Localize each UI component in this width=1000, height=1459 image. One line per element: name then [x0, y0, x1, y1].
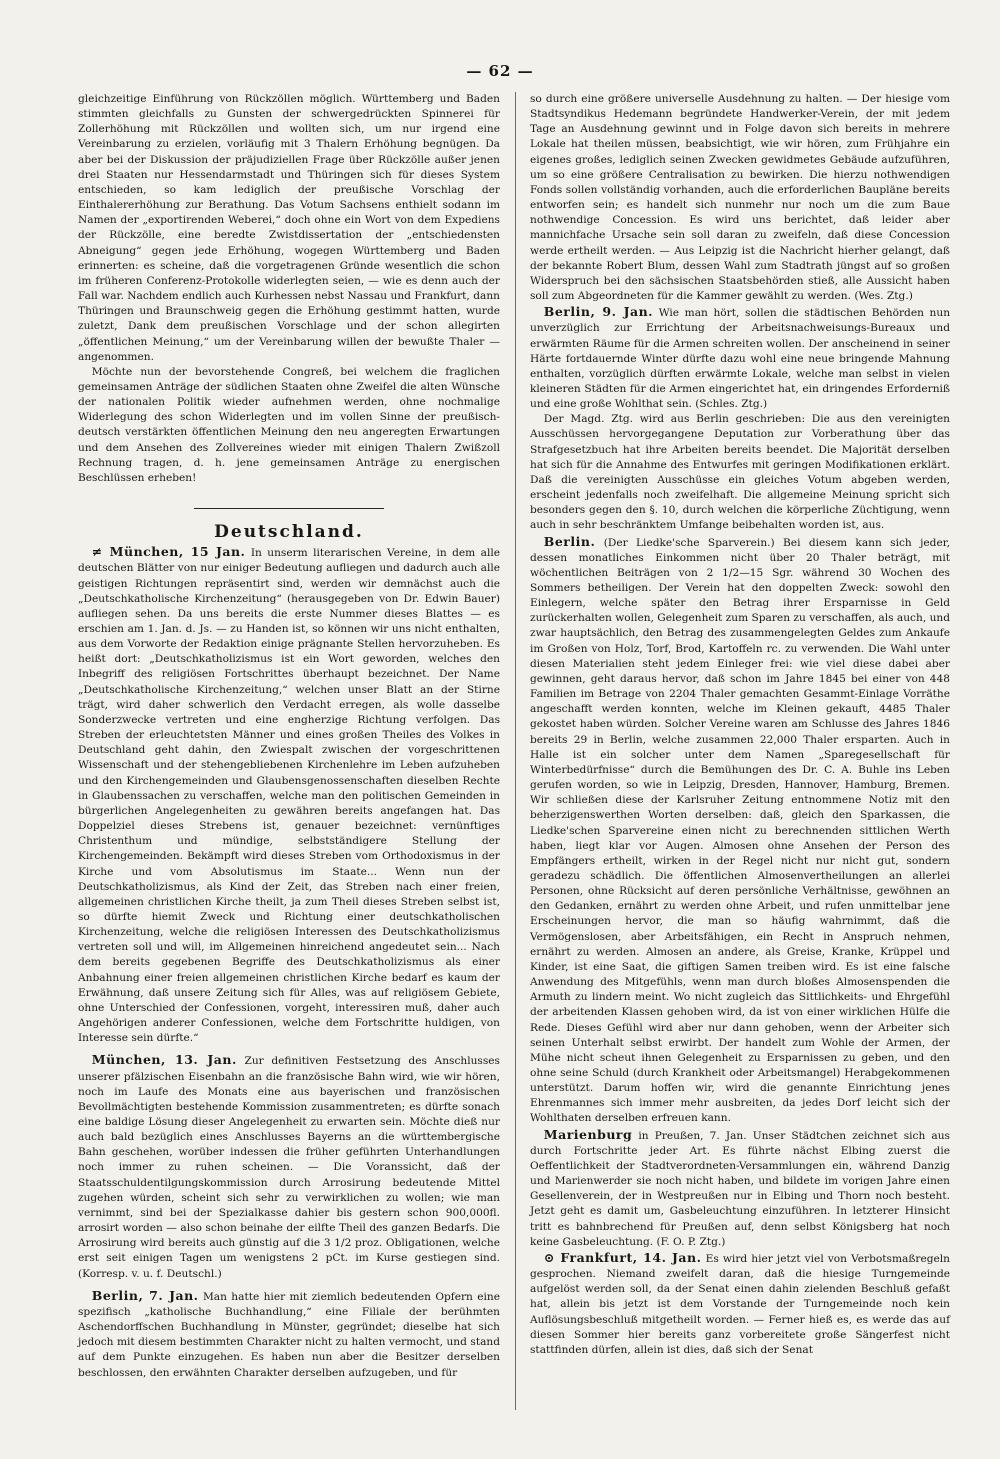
news-item-frankfurt: [530, 1250, 950, 1358]
news-text: Es wird hier jetzt viel von Verbotsmaßregeln gesprochen. Niemand zweifelt daran, daß die hiesige Turngemeinde aufgelöst werden soll, da der Senat einen dahin zielenden Beschluß gefaßt hat, allein bis jetzt ist dem Vorstande der Turngemeinde noch kein Auflösungsbeschluß mitgetheilt worden. — Ferner hieß es, es werde das auf diesen Sommer hier bereits ganz vorbereitete große Sängerfest nicht stattfinden dürfen, allein ist dies, daß sich der Senat: [530, 1252, 951, 1356]
article-paragraph: Möchte nun der bevorstehende Congreß, bei welchem die fraglichen gemeinsamen Anträge der südlichen Staaten ohne Zweifel die alten Wünsche der nationalen Politik wieder aufnehmen werden, ohne nochmalige Widerlegung des schon Widerlegten und im vollen Sinne der preußisch-deutsch verstärkten öffentlichen Meinung den neu angeregten Erwartungen und dem Ansehen des Zollvereines wieder mit einigen Thalern Zwißzoll Rechnung tragen, d. h. jene gemeinsamen Anträge zu energischen Beschlüssen erheben!: [78, 365, 500, 484]
dateline: ≠ München, 15 Jan.: [91, 544, 246, 560]
news-text: in Preußen, 7. Jan. Unser Städtchen zeichnet sich aus durch Fortschritte jeder Art. Es führte nächst Elbing zuerst die Oeffentlichkeit der Stadtverordneten-Versammlungen ein, während Danzig und Marienwerder sie noch nicht haben, und bildete im vorigen Jahre einen Gesellenverein, der in Westpreußen nur in Elbing und Thorn noch besteht. Jetzt geht es damit um, Gasbeleuchtung einzuführen. In letzterer Hinsicht tritt es bahnbrechend für Preußen auf, denn selbst Königsberg hat noch keine Gasbeleuchtung. (F. O. P. Ztg.): [530, 1129, 950, 1248]
news-text: Zur definitiven Festsetzung des Anschlusses unserer pfälzischen Eisenbahn an die französische Bahn wird, wie wir hören, noch im Laufe des Monats eine aus bayerischen und französischen Bevollmächtigten bestehende Kommission zusammentreten; es dürfte sonach eine baldige Lösung dieser Angelegenheit zu erwarten sein. Möchte dieß nur auch bald bezüglich eines Anschlusses Bayerns an die württembergische Bahn geschehen, worüber indessen die früher geführten Unterhandlungen noch immer zu ruhen scheinen. — Die Voranssicht, daß der Staatsschuldentilgungskommission durch Arrosirung bedeutende Mittel zugehen würden, scheint sich sehr zu verwirklichen zu wollen; wie man vernimmt, sind bei der Spezialkasse dahier bis gestern schon 900,000fl. arrosirt worden — also schon beinahe der eilfte Theil des ganzen Bedarfs. Die Arrosirung wird bereits auch günstig auf die 3 1/2 proz. Obligationen, welche erst seit einigen Tagen um wenigstens 2 pCt. im Kurse gestiegen sind. (Korresp. v. u. f. Deutschl.): [78, 1055, 500, 1280]
dateline: ⊙ Frankfurt, 14. Jan.: [543, 1249, 702, 1265]
right-column: [530, 92, 950, 1358]
news-text: In unserm literarischen Vereine, in dem alle deutschen Blätter von nur einiger Bedeutung aufliegen und dadurch auch alle geistigen Richtungen repräsentirt sind, werden wir demnächst auch die „Deutschkatholische Kirchenzeitung“ (herausgegeben von Dr. Edwin Bauer) aufliegen sehen. Da uns bereits die erste Nummer dieses Blattes — es erschien am 1. Jan. d. Js. — zu Handen ist, so können wir uns nicht enthalten, aus dem Vorworte der Redaktion einige prägnante Stellen hervorzuheben. Es heißt dort: „Deutschkatholizismus ist ein Wort geworden, welches den Inbegriff des religiösen Fortschrittes überhaupt bezeichnet. Der Name „Deutschkatholische Kirchenzeitung,“ welchen unser Blatt an der Stirne trägt, wird daher schwerlich den Verdacht erregen, als wolle dasselbe Sonderzwecke vertreten und eine engherzige Richtung verfolgen. Das Streben der erleuchtetsten Männer und eines großen Theiles des Volkes in Deutschland geht dahin, den Zwiespalt zwischen der vorgeschrittenen Wissenschaft und der stehengebliebenen Kirchenlehre im Leben aufzuheben und den Kirchengemeinden und Glaubensgenossenschaften dieselben Rechte in Glaubenssachen zu verschaffen, welche man den politischen Gemeinden in bürgerlichen Angelegenheiten zu gewähren bereits angefangen hat. Das Doppelziel dieses Strebens ist, genauer bezeichnet: vernünftiges Christenthum und mündige, selbstständigere Stellung der Kirchengemeinden. Bekämpft wird dieses Streben vom Orthodoxismus in der Kirche und vom Absolutismus im Staate... Wenn nun der Deutschkatholizismus, als Kind der Zeit, das Streben nach einer freien, allgemeinen christlichen Kirche theilt, ja zum Theil dieses Streben selbst ist, so dürfte hiemit Zweck und Richtung einer deutschkatholischen Kirchenzeitung, welche die religiösen Interessen des Deutschkatholizismus vertreten soll und will, im Allgemeinen hinreichend angedeutet sein... Nach dem bereits gegebenen Begriffe des Deutschkatholizismus als einer Anbahnung einer freien allgemeinen christlichen Kirche bedarf es kaum der Erwähnung, daß unsere Zeitung sich für Alles, was auf religiösem Gebiete, ohne Unterschied der Confessionen, vorgeht, interessiren muß, daher auch Angehörigen anderer Confessionen, welche dem Fortschritte huldigen, von Interesse sein dürfte.“: [78, 547, 501, 1045]
news-item-berlin-9: [530, 304, 950, 412]
column-divider: [515, 92, 516, 1410]
article-paragraph: so durch eine größere universelle Ausdehnung zu halten. — Der hiesige vom Stadtsyndikus Hedemann begründete Handwerker-Verein, der mit jedem Tage an Ausdehnung gewinnt und in Folge davon sich bereits in mehrere Lokale hat theilen müssen, beabsichtigt, wie wir hören, zum Frühjahre ein eigenes großes, lediglich seinen Zwecken gewidmetes Gebäude aufzuführen, um so eine größere Centralisation zu bewirken. Die hierzu nothwendigen Fonds sollen vollständig vorhanden, auch die erforderlichen Baupläne bereits entworfen sein; es handelt sich nunmehr nur noch um die zum Baue nothwendige Concession. Es wird uns berichtet, daß leider aber mannichfache Ursache sein soll daran zu zweifeln, daß diese Concession werde ertheilt werden. — Aus Leipzig ist die Nachricht hierher gelangt, daß der bekannte Robert Blum, dessen Wahl zum Stadtrath jüngst auf so großen Widerspruch bei den sächsischen Staatsbehörden stieß, alle Aussicht haben soll zum Abgeordneten für die Kammer gewählt zu werden. (Wes. Ztg.): [530, 93, 950, 303]
news-item-marienburg: [530, 1127, 950, 1250]
news-item-berlin-sparverein: [530, 534, 950, 1127]
news-text: (Der Liedke'sche Sparverein.) Bei diesem kann sich jeder, dessen monatliches Einkommen nicht über 20 Thaler beträgt, mit wöchentlichen Beiträgen von 2 1/2—15 Sgr. während 30 Wochen des Sommers betheiligen. Der Verein hat den doppelten Zweck: sowohl den Einlegern, welche später den Betrag ihrer Ersparnisse in Geld zurückerhalten wollen, Gelegenheit zum Sparen zu verschaffen, als auch, und zwar hauptsächlich, den Betrag des zusammengelegten Geldes zum Ankaufe im Großen von Holz, Torf, Brod, Kartoffeln rc. zu verwenden. Die Wahl unter diesen Materialien steht jedem Einleger frei: wie viel diese dabei aber gewinnen, geht daraus hervor, daß schon im Jahre 1845 bei einer von 448 Familien im Betrage von 2204 Thaler gemachten Gesammt-Einlage Vorräthe angeschafft werden konnten, welche im Kleinen gekauft, 4485 Thaler gekostet haben würden. Solcher Vereine waren am Schlusse des Jahres 1846 bereits 29 in Berlin, welche zusammen 22,000 Thaler ersparten. Auch in Halle ist ein solcher unter dem Namen „Sparegesellschaft für Winterbedürfnisse“ durch die Bemühungen des Dr. C. A. Buhle ins Leben gerufen worden, so wie in Leipzig, Dresden, Hannover, Hamburg, Bremen. Wir schließen diese der Karlsruher Zeitung entnommene Notiz mit den beherzigenswerthen Worten derselben: daß, gleich den Sparkassen, die Liedke'schen Sparvereine einen nicht zu berechnenden sittlichen Werth haben, liegt klar vor Augen. Almosen ohne Ansehen der Person des Empfängers ertheilt, wirken in der Regel nicht nur nicht gut, sondern geradezu schädlich. Die öffentlichen Almosenvertheilungen an allerlei Personen, ohne Rücksicht auf deren persönliche Verhältnisse, gewöhnen an den Gedanken, ernährt zu werden ohne Arbeit, und rufen unmittelbar jene Erscheinungen hervor, die man so häufig wahrnimmt, daß die Vermögenslosen, aber Arbeitsfähigen, ein Recht in Anspruch nehmen, ernährt zu werden. Almosen an andere, als Greise, Kranke, Krüppel und Kinder, ist eine Saat, die giftigen Samen treiben wird. Es ist eine falsche Anwendung des Mitgefühls, wenn man durch bloßes Almosenspenden die Armuth zu lindern meint. Wo nicht zugleich das Sittlichkeits- und Ehrgefühl der arbeitenden Klassen gehoben wird, da ist von einer wirklichen Hülfe die Rede. Dieses Gefühl wird aber nur dann gehoben, wenn der Arbeiter sich seinen Unterhalt selbst erwirbt. Der handelt zum Wohle der Armen, der Mühe nicht scheut ihnen Gelegenheit zu Ersparnissen zu geben, und den ohne seine Schuld (durch Krankheit oder Arbeitsmangel) Herabgekommenen unterstützt. Darum hoffen wir, wird die genannte Einrichtung jenes Ehrenmannes sich immer mehr ausbreiten, da jedes Dorf leicht sich der Wohlthaten derselben erfreuen kann.: [530, 536, 950, 1125]
page-number: — 62 —: [466, 62, 534, 80]
news-item-magdeburg: Der Magd. Ztg. wird aus Berlin geschrieben: Die aus den vereinigten Ausschüssen hervorgegangene Deputation zur Vorberathung über das Strafgesetzbuch hat ihre Arbeiten bereits beendet. Die Majorität derselben hat sich für die Annahme des Entwurfes mit geringen Modifikationen erklärt. Daß die vereinigten Ausschüsse ein gleiches Votum abgeben werden, erscheint jedenfalls noch zweifelhaft. Die allgemeine Meinung spricht sich besonders gegen den §. 10, durch welchen die körperliche Züchtigung, wenn auch in sehr beschränktem Umfange beibehalten worden ist, aus.: [530, 413, 950, 532]
dateline: Marienburg: [543, 1126, 633, 1142]
dateline: Berlin.: [543, 533, 596, 549]
article-paragraph: gleichzeitige Einführung von Rückzöllen möglich. Württemberg und Baden stimmten gleichfalls zu Gunsten der schwergedrückten Spinnerei für Zollerhöhung mit Rückzöllen und wollten sich, um nur irgend eine Vereinbarung zu erzielen, vorläufig mit 3 Thalern Erhöhung begnügen. Da aber bei der Diskussion der präjudiziellen Frage über Rückzölle außer jenen drei Staaten nur Hessendarmstadt und Thüringen sich für dieses System entschieden, so kam lediglich der preußische Vorschlag der Einthalererhöhung zur Berathung. Das Votum Sachsens enthielt sodann im Namen der „exportirenden Weberei,“ doch ohne ein Wort von dem Expediens der Rückzölle, eine beredte Zwistdissertation der „entschiedensten Abneigung“ gegen jede Erhöhung, wogegen Württemberg und Baden erinnerten: es scheine, daß die vorgetragenen Gründe wesentlich die schon im früheren Conferenz-Protokolle widerlegten seien, — wie es denn auch der Fall war. Nachdem endlich auch Kurhessen nebst Nassau und Frankfurt, dann Thüringen und Braunschweig gegen die Erhöhung gestimmt hatten, wurde zuletzt, Dank dem preußischen Vorschlage und der schon allegirten „öffentlichen Meinung,“ um der Vereinbarung willen der bewußte Thaler — angenommen.: [78, 93, 500, 363]
news-item-berlin-7: [78, 1288, 500, 1381]
news-text: Man hatte hier mit ziemlich bedeutenden Opfern eine spezifisch „katholische Buchhandlung,“ eine Filiale der berühmten Aschendorffschen Buchhandlung in Münster, gegründet; dieselbe hat sich jedoch mit diesem bestimmten Charakter nicht zu halten vermocht, und stand auf dem Punkte einzugehen. Es haben nun aber die Besitzer derselben beschlossen, den erwähnten Charakter derselben aufzugeben, und für: [78, 1290, 500, 1379]
dateline: München, 13. Jan.: [91, 1052, 237, 1068]
news-item-muenchen-13: [78, 1052, 500, 1281]
section-title: Deutschland.: [214, 522, 364, 543]
dateline: Berlin, 9. Jan.: [543, 304, 654, 320]
dateline: Berlin, 7. Jan.: [91, 1287, 199, 1303]
left-column: [78, 92, 500, 1381]
news-item-muenchen-15: [78, 544, 500, 1046]
section-rule: [194, 508, 384, 509]
news-text: Wie man hört, sollen die städtischen Behörden nun unverzüglich zur Errichtung der Arbeitsnachweisungs-Bureaux und erwärmten Räume für die Armen schreiten wollen. Der anscheinend in seiner Härte fortdauernde Winter dürfte dazu wohl eine neue bringende Mahnung enthalten, vorzüglich dürften erwärmte Lokale, welche man selbst in vielen kleineren Städten für die Armen eingerichtet hat, ein dringendes Erforderniß und eine große Wohlthat sein. (Schles. Ztg.): [530, 307, 951, 411]
